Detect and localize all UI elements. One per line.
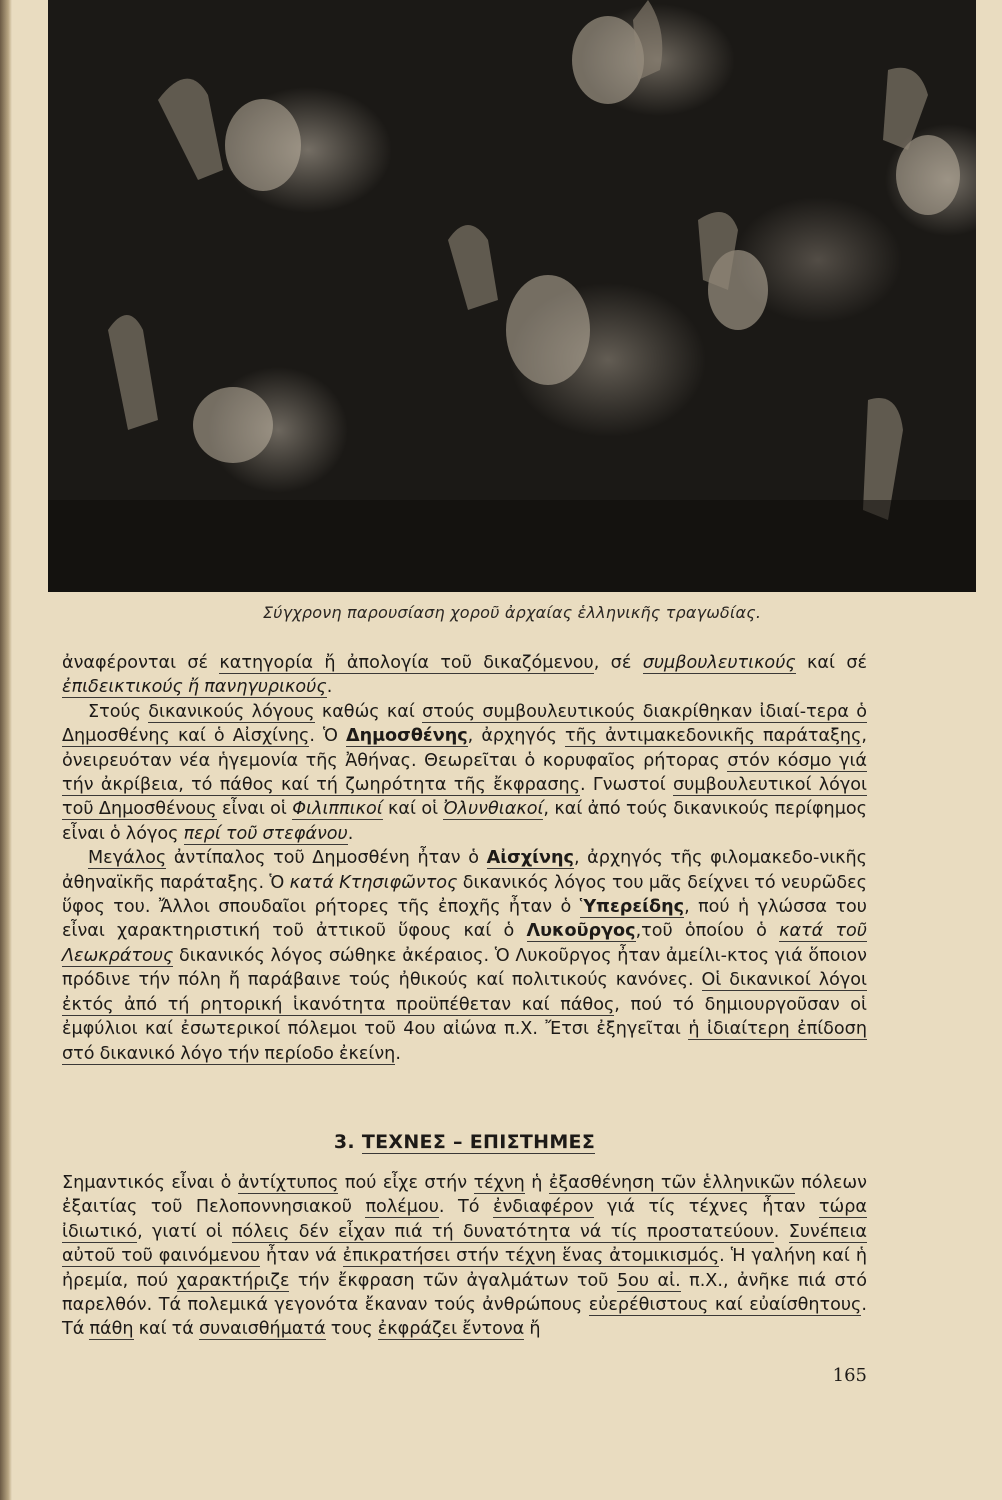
photo-shadow: [48, 500, 976, 592]
paragraph-2: Στούς δικανικούς λόγους καθώς καί στούς συμβουλευτικούς διακρίθηκαν ἰδιαί-τερα ὁ Δημοσθένης καί ὁ Αἰσχίνης. Ὁ Δημοσθένης, ἀρχηγός τῆς ἀντιμακεδονικῆς παράταξης, ὀνειρευόταν νέα ἡγεμονία τῆς Ἀθήνας. Θεωρεῖται ὁ κορυφαῖος ρήτορας στόν κόσμο γιά τήν ἀκρίβεια, τό πάθος καί τή ζωηρότητα τῆς ἔκφρασης. Γνωστοί συμβουλευτικοί λόγοι τοῦ Δημοσθένους εἶναι οἱ Φιλιππικοί καί οἱ Ὀλυνθιακοί, καί ἀπό τούς δικανικούς περίφημος εἶναι ὁ λόγος περί τοῦ στεφάνου.: [62, 701, 868, 844]
figure-head: [506, 275, 590, 385]
page-number: 165: [832, 1365, 867, 1386]
paragraph-3: Μεγάλος ἀντίπαλος τοῦ Δημοσθένη ἦταν ὁ Αἰσχίνης, ἀρχηγός τῆς φιλομακεδο-νικῆς ἀθηναϊκῆς παράταξης. Ὁ κατά Κτησιφῶντος δικανικός λόγος του μᾶς δείχνει τό νευρῶδες ὕφος του. Ἄλλοι σπουδαῖοι ρήτορες τῆς ἐποχῆς ἦταν ὁ Ὑπερείδης, πού ἡ γλώσσα του εἶναι χαρακτηριστική τοῦ ἀττικοῦ ὕφους καί ὁ Λυκοῦργος,τοῦ ὁποίου ὁ κατά τοῦ Λεωκράτους δικανικός λόγος σώθηκε ἀκέραιος. Ὁ Λυκοῦργος ἦταν ἀμείλι-κτος γιά ὅποιον πρόδινε τήν πόλη ἤ παράβαινε τούς ἠθικούς καί πολιτικούς κανόνες. Οἱ δικανικοί λόγοι ἐκτός ἀπό τή ρητορική ἱκανότητα προϋπέθεταν καί πάθος, πού τό δημιουργοῦσαν οἱ ἐμφύλιοι καί ἐσωτερικοί πόλεμοι τοῦ 4ου αἰώνα π.Χ. Ἔτσι ἐξηγεῖται ἡ ἰδιαίτερη ἐπίδοση στό δικανικό λόγο τήν περίοδο ἐκείνη.: [62, 848, 867, 1064]
photo-caption: Σύγχρονη παρουσίαση χοροῦ ἀρχαίας ἑλληνικῆς τραγωδίας.: [262, 603, 762, 622]
figure-head: [193, 387, 273, 463]
raised-arm: [448, 225, 498, 310]
section-title: ΤΕΧΝΕΣ – ΕΠΙΣΤΗΜΕΣ: [361, 1131, 596, 1153]
raised-arm: [633, 0, 662, 80]
photo-figures: [48, 0, 976, 592]
paragraph-1: ἀναφέρονται σέ κατηγορία ἤ ἀπολογία τοῦ δικαζόμενου, σέ συμβουλευτικούς καί σέ ἐπιδεικτικούς ἤ πανηγυρικούς.: [62, 653, 867, 698]
body-text-top: [62, 651, 867, 1066]
chorus-photograph: [48, 0, 976, 592]
figure-head: [225, 99, 301, 191]
raised-arm: [108, 315, 158, 430]
paragraph-4: Σημαντικός εἶναι ὁ ἀντίχτυπος πού εἶχε στήν τέχνη ἡ ἐξασθένηση τῶν ἑλληνικῶν πόλεων ἐξαιτίας τοῦ Πελοποννησιακοῦ πολέμου. Τό ἐνδιαφέρον γιά τίς τέχνες ἦταν τώρα ἰδιωτικό, γιατί οἱ πόλεις δέν εἶχαν πιά τή δυνατότητα νά τίς προστατεύουν. Συνέπεια αὐτοῦ τοῦ φαινόμενου ἦταν νά ἐπικρατήσει στήν τέχνη ἕνας ἀτομικισμός. Ἡ γαλήνη καί ἡ ἠρεμία, πού χαρακτήριζε τήν ἔκφραση τῶν ἀγαλμάτων τοῦ 5ου αἰ. π.Χ., ἀνῆκε πιά στό παρελθόν. Τά πολεμικά γεγονότα ἔκαναν τούς ἀνθρώπους εὐερέθιστους καί εὐαίσθητους. Τά πάθη καί τά συναισθήματά τους ἐκφράζει ἔντονα ἤ: [62, 1173, 867, 1340]
section-number: 3.: [333, 1131, 355, 1153]
body-text-bottom: [62, 1171, 867, 1342]
page-binding-edge: [0, 0, 12, 1500]
section-heading: [62, 1131, 867, 1153]
figure-head: [572, 16, 644, 104]
raised-arm: [158, 79, 223, 180]
